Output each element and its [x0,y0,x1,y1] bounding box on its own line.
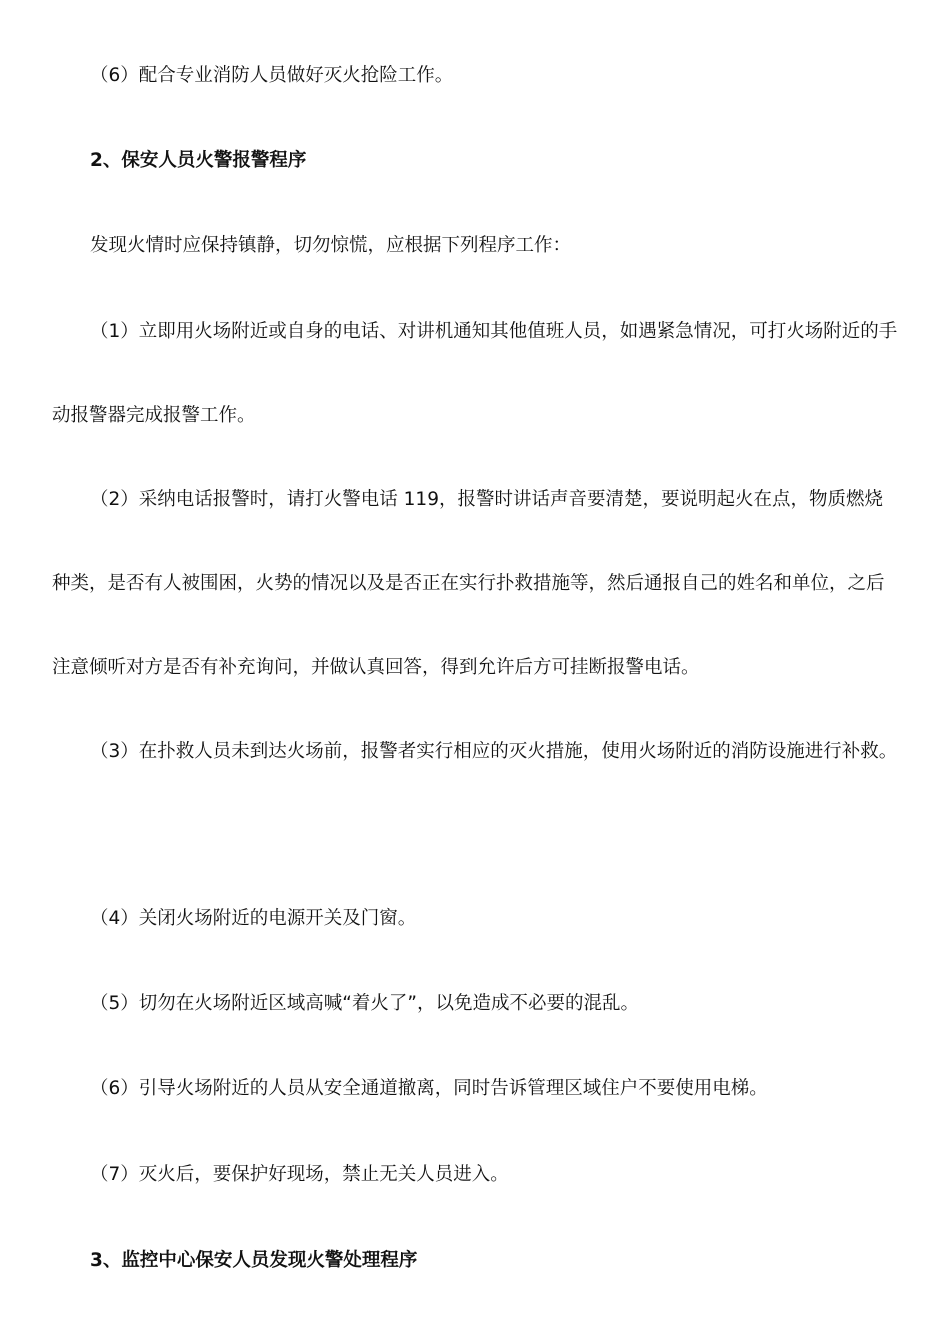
paragraph-step-6-assist: （6）配合专业消防人员做好灭火抢险工作。 [90,65,454,86]
paragraph-step-6-evacuate: （6）引导火场附近的人员从安全通道撤离，同时告诉管理区域住户不要使用电梯。 [90,1078,768,1099]
paragraph-step-3: （3）在扑救人员未到达火场前，报警者实行相应的灭火措施，使用火场附近的消防设施进行补救。 [90,741,898,762]
paragraph-intro: 发现火情时应保持镇静，切勿惊慌，应根据下列程序工作： [90,235,572,256]
section-heading-2: 2、保安人员火警报警程序 [90,150,307,171]
section-heading-3: 3、监控中心保安人员发现火警处理程序 [90,1250,418,1271]
paragraph-step-5: （5）切勿在火场附近区域高喊“着火了”，以免造成不必要的混乱。 [90,993,639,1014]
paragraph-step-1: （1）立即用火场附近或自身的电话、对讲机通知其他值班人员，如遇紧急情况，可打火场附近的手动报警器完成报警工作。 [52,321,898,426]
paragraph-step-4: （4）关闭火场附近的电源开关及门窗。 [90,908,417,929]
paragraph-step-7: （7）灭火后，要保护好现场，禁止无关人员进入。 [90,1164,509,1185]
paragraph-step-2: （2）采纳电话报警时，请打火警电话 119，报警时讲话声音要清楚，要说明起火在点，物质燃烧种类，是否有人被围困，火势的情况以及是否正在实行扑救措施等，然后通报自己的姓名和单位，之后注意倾听对方是否有补充询问，并做认真回答，得到允许后方可挂断报警电话。 [52,489,885,678]
